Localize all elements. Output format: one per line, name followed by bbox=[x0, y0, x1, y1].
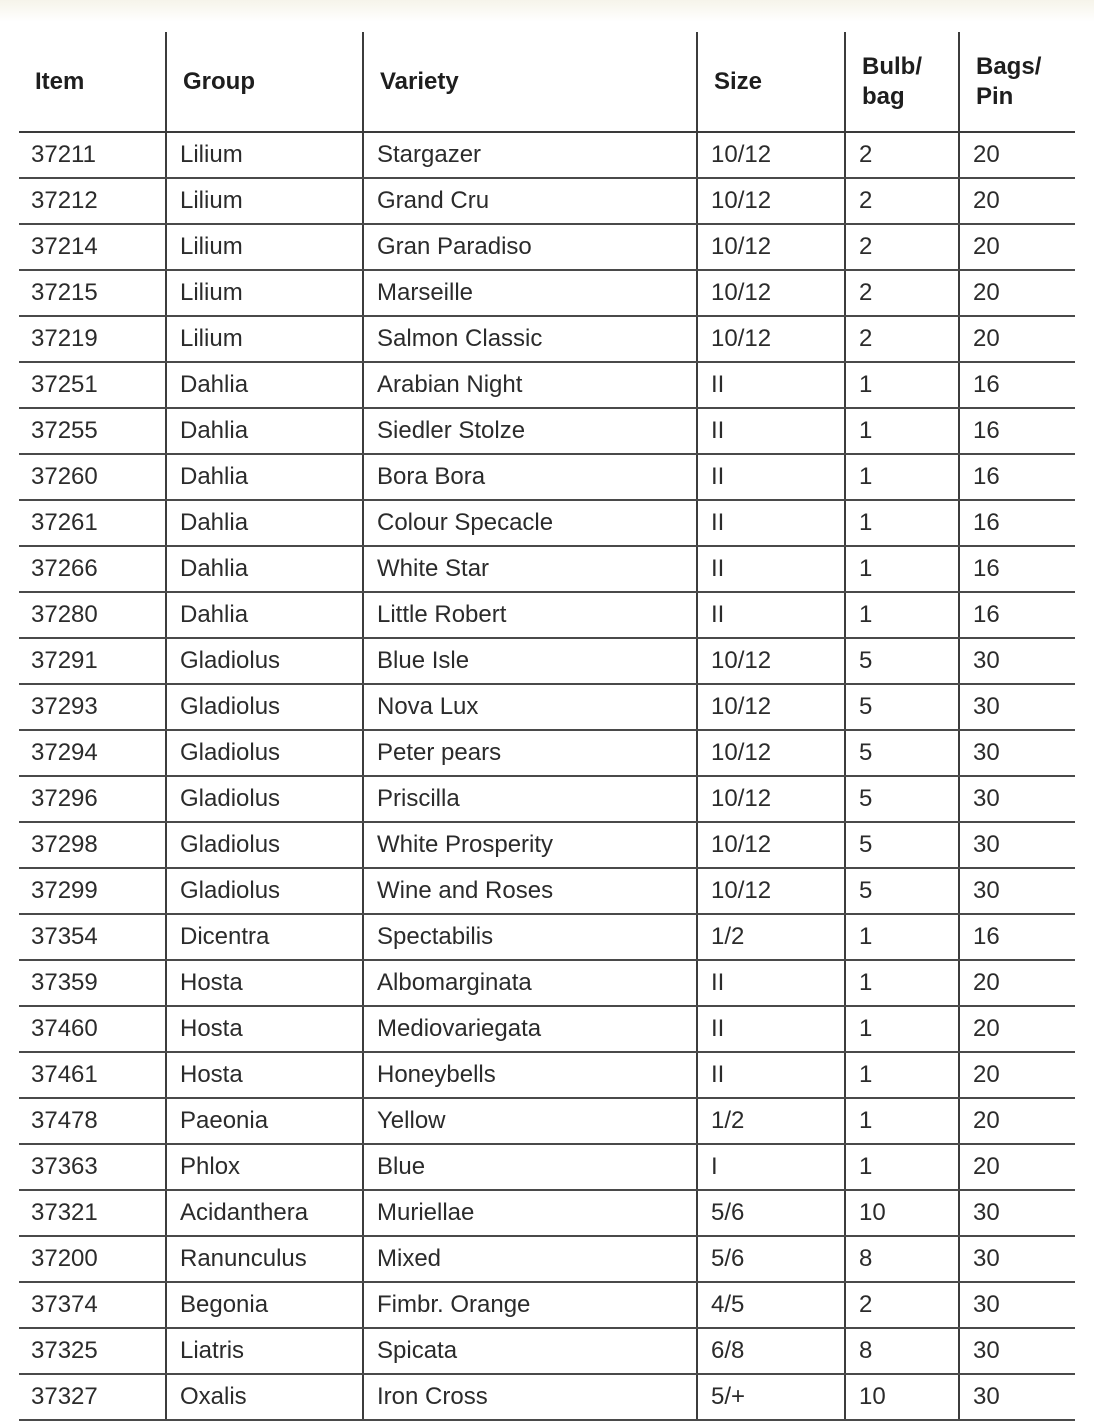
cell-bags-per-pin: 30 bbox=[959, 1328, 1075, 1374]
cell-size: 1/2 bbox=[697, 914, 845, 960]
cell-size: 10/12 bbox=[697, 730, 845, 776]
table-row bbox=[19, 730, 1075, 776]
cell-variety: Mixed bbox=[363, 1236, 697, 1282]
cell-size: 10/12 bbox=[697, 270, 845, 316]
cell-group: Dahlia bbox=[166, 408, 363, 454]
bulb-per-bag-line2: bag bbox=[862, 82, 905, 110]
column-header-group: Group bbox=[166, 32, 363, 132]
cell-size: I bbox=[697, 1144, 845, 1190]
cell-bulbs-per-bag: 10 bbox=[845, 1374, 959, 1420]
cell-bags-per-pin: 30 bbox=[959, 1190, 1075, 1236]
cell-size: 10/12 bbox=[697, 178, 845, 224]
column-header-variety: Variety bbox=[363, 32, 697, 132]
cell-size: 5/6 bbox=[697, 1236, 845, 1282]
cell-group: Gladiolus bbox=[166, 868, 363, 914]
cell-bags-per-pin: 16 bbox=[959, 592, 1075, 638]
table-row bbox=[19, 178, 1075, 224]
table-row bbox=[19, 1098, 1075, 1144]
cell-item: 37321 bbox=[19, 1190, 166, 1236]
table-row bbox=[19, 500, 1075, 546]
cell-size: 10/12 bbox=[697, 776, 845, 822]
table-row bbox=[19, 960, 1075, 1006]
cell-variety: Albomarginata bbox=[363, 960, 697, 1006]
cell-bags-per-pin: 30 bbox=[959, 822, 1075, 868]
cell-item: 37478 bbox=[19, 1098, 166, 1144]
cell-variety: Siedler Stolze bbox=[363, 408, 697, 454]
cell-bulbs-per-bag: 2 bbox=[845, 1282, 959, 1328]
cell-size: II bbox=[697, 960, 845, 1006]
cell-bulbs-per-bag: 1 bbox=[845, 362, 959, 408]
cell-group: Gladiolus bbox=[166, 776, 363, 822]
cell-item: 37325 bbox=[19, 1328, 166, 1374]
cell-group: Lilium bbox=[166, 224, 363, 270]
cell-bulbs-per-bag: 2 bbox=[845, 224, 959, 270]
cell-variety: Wine and Roses bbox=[363, 868, 697, 914]
cell-bags-per-pin: 16 bbox=[959, 454, 1075, 500]
cell-bags-per-pin: 30 bbox=[959, 684, 1075, 730]
cell-variety: Marseille bbox=[363, 270, 697, 316]
cell-group: Hosta bbox=[166, 960, 363, 1006]
cell-variety: Salmon Classic bbox=[363, 316, 697, 362]
cell-bags-per-pin: 20 bbox=[959, 960, 1075, 1006]
cell-item: 37296 bbox=[19, 776, 166, 822]
table-row bbox=[19, 1374, 1075, 1420]
cell-bags-per-pin: 30 bbox=[959, 638, 1075, 684]
cell-group: Paeonia bbox=[166, 1098, 363, 1144]
cell-bags-per-pin: 20 bbox=[959, 270, 1075, 316]
cell-size: 5/+ bbox=[697, 1374, 845, 1420]
cell-bags-per-pin: 20 bbox=[959, 1006, 1075, 1052]
cell-size: 10/12 bbox=[697, 132, 845, 178]
cell-bulbs-per-bag: 1 bbox=[845, 1144, 959, 1190]
cell-size: 5/6 bbox=[697, 1190, 845, 1236]
cell-variety: White Star bbox=[363, 546, 697, 592]
cell-variety: Blue Isle bbox=[363, 638, 697, 684]
cell-size: 10/12 bbox=[697, 822, 845, 868]
cell-bags-per-pin: 16 bbox=[959, 914, 1075, 960]
cell-item: 37327 bbox=[19, 1374, 166, 1420]
table-row bbox=[19, 1236, 1075, 1282]
cell-bags-per-pin: 20 bbox=[959, 178, 1075, 224]
cell-item: 37212 bbox=[19, 178, 166, 224]
bags-per-pin-line1: Bags/ bbox=[976, 52, 1042, 80]
cell-size: II bbox=[697, 454, 845, 500]
cell-variety: Grand Cru bbox=[363, 178, 697, 224]
cell-group: Gladiolus bbox=[166, 684, 363, 730]
cell-bulbs-per-bag: 10 bbox=[845, 1190, 959, 1236]
cell-variety: Muriellae bbox=[363, 1190, 697, 1236]
cell-bags-per-pin: 16 bbox=[959, 362, 1075, 408]
column-header-size: Size bbox=[697, 32, 845, 132]
column-header-item: Item bbox=[19, 32, 166, 132]
cell-bags-per-pin: 30 bbox=[959, 868, 1075, 914]
cell-item: 37261 bbox=[19, 500, 166, 546]
cell-bulbs-per-bag: 5 bbox=[845, 822, 959, 868]
cell-item: 37200 bbox=[19, 1236, 166, 1282]
cell-group: Lilium bbox=[166, 132, 363, 178]
cell-group: Dahlia bbox=[166, 454, 363, 500]
cell-group: Lilium bbox=[166, 270, 363, 316]
cell-variety: Bora Bora bbox=[363, 454, 697, 500]
cell-bulbs-per-bag: 1 bbox=[845, 1098, 959, 1144]
cell-bulbs-per-bag: 1 bbox=[845, 592, 959, 638]
cell-variety: Honeybells bbox=[363, 1052, 697, 1098]
cell-variety: Spectabilis bbox=[363, 914, 697, 960]
cell-group: Begonia bbox=[166, 1282, 363, 1328]
cell-bags-per-pin: 16 bbox=[959, 500, 1075, 546]
cell-item: 37363 bbox=[19, 1144, 166, 1190]
table-row bbox=[19, 454, 1075, 500]
cell-group: Liatris bbox=[166, 1328, 363, 1374]
table-row bbox=[19, 408, 1075, 454]
table-row bbox=[19, 1190, 1075, 1236]
cell-group: Acidanthera bbox=[166, 1190, 363, 1236]
cell-item: 37291 bbox=[19, 638, 166, 684]
table-row bbox=[19, 362, 1075, 408]
cell-variety: Spicata bbox=[363, 1328, 697, 1374]
column-header-bags-per-pin bbox=[959, 32, 1075, 132]
cell-item: 37215 bbox=[19, 270, 166, 316]
cell-group: Gladiolus bbox=[166, 730, 363, 776]
cell-item: 37260 bbox=[19, 454, 166, 500]
cell-size: II bbox=[697, 500, 845, 546]
table-row bbox=[19, 776, 1075, 822]
cell-bags-per-pin: 16 bbox=[959, 546, 1075, 592]
cell-bags-per-pin: 30 bbox=[959, 1374, 1075, 1420]
cell-item: 37294 bbox=[19, 730, 166, 776]
table-row bbox=[19, 684, 1075, 730]
bulb-per-bag-line1: Bulb/ bbox=[862, 52, 922, 80]
cell-bags-per-pin: 20 bbox=[959, 316, 1075, 362]
cell-variety: Colour Specacle bbox=[363, 500, 697, 546]
cell-group: Oxalis bbox=[166, 1374, 363, 1420]
bulb-table bbox=[19, 32, 1075, 1421]
cell-bags-per-pin: 20 bbox=[959, 1098, 1075, 1144]
table-row bbox=[19, 822, 1075, 868]
cell-variety: Little Robert bbox=[363, 592, 697, 638]
cell-size: 10/12 bbox=[697, 316, 845, 362]
cell-size: II bbox=[697, 362, 845, 408]
cell-size: II bbox=[697, 1006, 845, 1052]
cell-variety: Priscilla bbox=[363, 776, 697, 822]
cell-item: 37460 bbox=[19, 1006, 166, 1052]
cell-item: 37251 bbox=[19, 362, 166, 408]
cell-item: 37266 bbox=[19, 546, 166, 592]
bags-per-pin-line2: Pin bbox=[976, 82, 1014, 110]
cell-bulbs-per-bag: 5 bbox=[845, 638, 959, 684]
cell-group: Gladiolus bbox=[166, 822, 363, 868]
cell-bulbs-per-bag: 1 bbox=[845, 960, 959, 1006]
table-row bbox=[19, 914, 1075, 960]
cell-size: 10/12 bbox=[697, 684, 845, 730]
table-row bbox=[19, 868, 1075, 914]
cell-item: 37461 bbox=[19, 1052, 166, 1098]
cell-item: 37374 bbox=[19, 1282, 166, 1328]
table-row bbox=[19, 270, 1075, 316]
cell-bulbs-per-bag: 1 bbox=[845, 546, 959, 592]
cell-bags-per-pin: 30 bbox=[959, 1282, 1075, 1328]
cell-group: Hosta bbox=[166, 1006, 363, 1052]
column-header-bulb-per-bag bbox=[845, 32, 959, 132]
table-body bbox=[19, 132, 1075, 1420]
cell-bulbs-per-bag: 1 bbox=[845, 454, 959, 500]
cell-variety: Mediovariegata bbox=[363, 1006, 697, 1052]
table-header bbox=[19, 32, 1075, 132]
cell-bulbs-per-bag: 1 bbox=[845, 408, 959, 454]
cell-bulbs-per-bag: 1 bbox=[845, 500, 959, 546]
table-row bbox=[19, 638, 1075, 684]
cell-variety: Fimbr. Orange bbox=[363, 1282, 697, 1328]
cell-bulbs-per-bag: 2 bbox=[845, 178, 959, 224]
cell-group: Dahlia bbox=[166, 500, 363, 546]
cell-variety: Iron Cross bbox=[363, 1374, 697, 1420]
table-row bbox=[19, 592, 1075, 638]
cell-group: Ranunculus bbox=[166, 1236, 363, 1282]
cell-bulbs-per-bag: 2 bbox=[845, 132, 959, 178]
cell-group: Lilium bbox=[166, 316, 363, 362]
cell-group: Dahlia bbox=[166, 362, 363, 408]
cell-variety: Arabian Night bbox=[363, 362, 697, 408]
cell-bulbs-per-bag: 1 bbox=[845, 1006, 959, 1052]
cell-bags-per-pin: 20 bbox=[959, 1144, 1075, 1190]
cell-group: Lilium bbox=[166, 178, 363, 224]
cell-bulbs-per-bag: 5 bbox=[845, 730, 959, 776]
cell-item: 37298 bbox=[19, 822, 166, 868]
cell-size: II bbox=[697, 546, 845, 592]
cell-size: 10/12 bbox=[697, 638, 845, 684]
cell-group: Hosta bbox=[166, 1052, 363, 1098]
cell-bags-per-pin: 20 bbox=[959, 132, 1075, 178]
table-row bbox=[19, 224, 1075, 270]
cell-item: 37293 bbox=[19, 684, 166, 730]
cell-item: 37359 bbox=[19, 960, 166, 1006]
cell-variety: Blue bbox=[363, 1144, 697, 1190]
cell-variety: Yellow bbox=[363, 1098, 697, 1144]
cell-size: 10/12 bbox=[697, 868, 845, 914]
cell-bulbs-per-bag: 2 bbox=[845, 316, 959, 362]
cell-bulbs-per-bag: 8 bbox=[845, 1236, 959, 1282]
header-row bbox=[19, 32, 1075, 132]
bulb-order-sheet bbox=[19, 32, 1075, 1421]
table-row bbox=[19, 1144, 1075, 1190]
cell-group: Dahlia bbox=[166, 546, 363, 592]
cell-bags-per-pin: 30 bbox=[959, 730, 1075, 776]
cell-item: 37214 bbox=[19, 224, 166, 270]
cell-bulbs-per-bag: 5 bbox=[845, 776, 959, 822]
cell-bags-per-pin: 20 bbox=[959, 224, 1075, 270]
cell-group: Dicentra bbox=[166, 914, 363, 960]
cell-item: 37280 bbox=[19, 592, 166, 638]
cell-size: II bbox=[697, 1052, 845, 1098]
table-row bbox=[19, 316, 1075, 362]
cell-bulbs-per-bag: 1 bbox=[845, 914, 959, 960]
cell-item: 37211 bbox=[19, 132, 166, 178]
cell-size: II bbox=[697, 592, 845, 638]
table-row bbox=[19, 1052, 1075, 1098]
cell-variety: Gran Paradiso bbox=[363, 224, 697, 270]
cell-bulbs-per-bag: 2 bbox=[845, 270, 959, 316]
cell-size: 10/12 bbox=[697, 224, 845, 270]
cell-variety: Peter pears bbox=[363, 730, 697, 776]
cell-item: 37255 bbox=[19, 408, 166, 454]
cell-bags-per-pin: 20 bbox=[959, 1052, 1075, 1098]
cell-item: 37354 bbox=[19, 914, 166, 960]
cell-size: 4/5 bbox=[697, 1282, 845, 1328]
cell-group: Gladiolus bbox=[166, 638, 363, 684]
cell-group: Dahlia bbox=[166, 592, 363, 638]
cell-item: 37299 bbox=[19, 868, 166, 914]
table-row bbox=[19, 132, 1075, 178]
cell-size: 6/8 bbox=[697, 1328, 845, 1374]
cell-bags-per-pin: 30 bbox=[959, 1236, 1075, 1282]
cell-size: 1/2 bbox=[697, 1098, 845, 1144]
table-row bbox=[19, 1006, 1075, 1052]
cell-bags-per-pin: 30 bbox=[959, 776, 1075, 822]
cell-item: 37219 bbox=[19, 316, 166, 362]
cell-bulbs-per-bag: 8 bbox=[845, 1328, 959, 1374]
cell-size: II bbox=[697, 408, 845, 454]
top-edge-strip bbox=[0, 0, 1094, 22]
cell-bags-per-pin: 16 bbox=[959, 408, 1075, 454]
table-row bbox=[19, 1282, 1075, 1328]
cell-variety: Stargazer bbox=[363, 132, 697, 178]
table-row bbox=[19, 1328, 1075, 1374]
cell-variety: Nova Lux bbox=[363, 684, 697, 730]
cell-bulbs-per-bag: 5 bbox=[845, 684, 959, 730]
cell-bulbs-per-bag: 1 bbox=[845, 1052, 959, 1098]
cell-group: Phlox bbox=[166, 1144, 363, 1190]
cell-variety: White Prosperity bbox=[363, 822, 697, 868]
table-row bbox=[19, 546, 1075, 592]
cell-bulbs-per-bag: 5 bbox=[845, 868, 959, 914]
